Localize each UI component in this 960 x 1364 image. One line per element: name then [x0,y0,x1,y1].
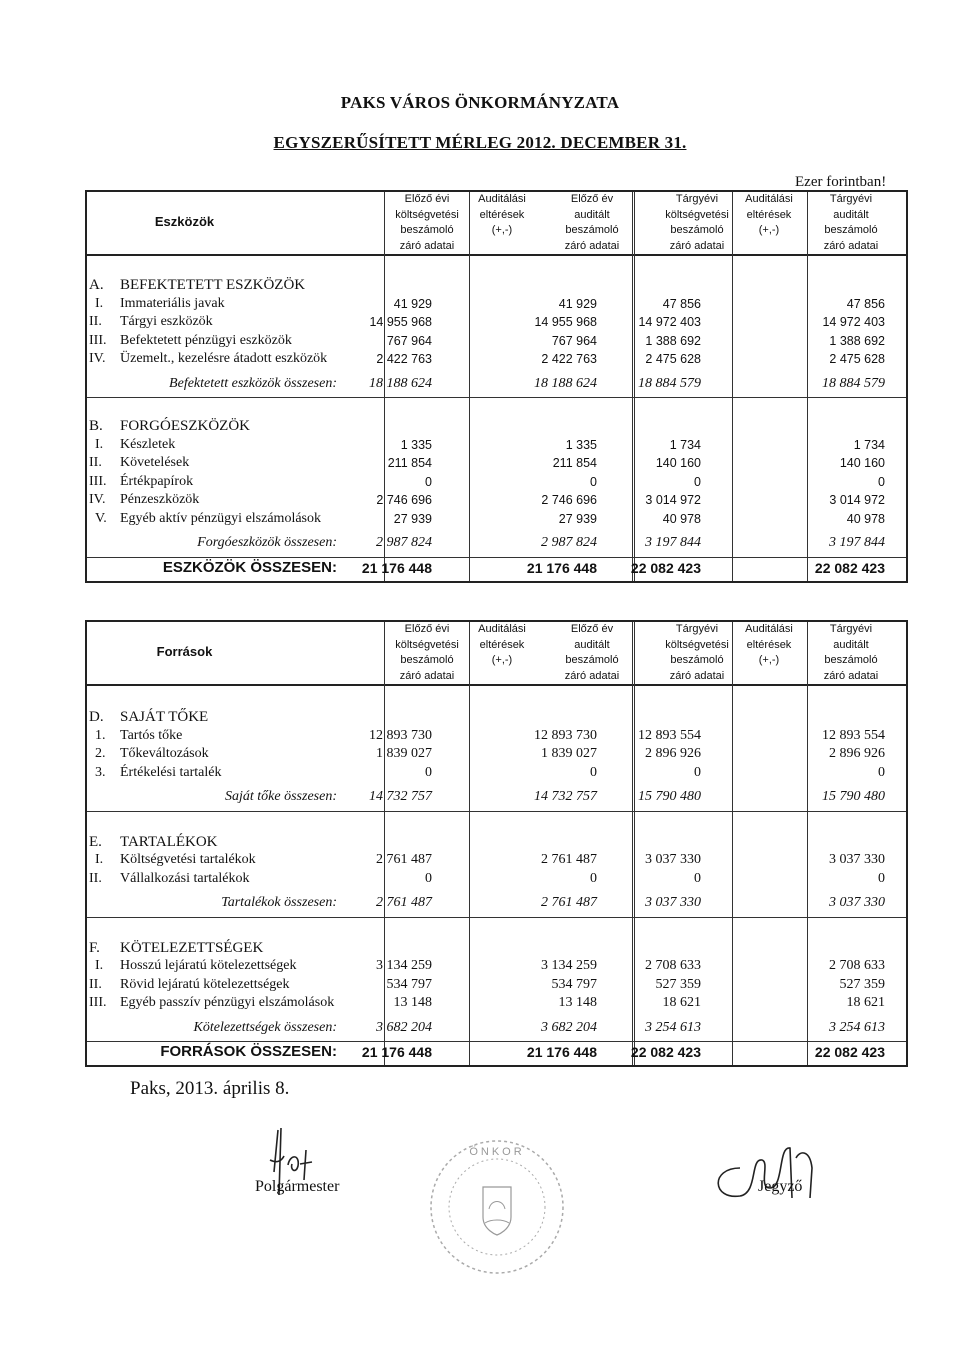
row-label: Tárgyi eszközök [120,314,213,329]
column-header-line: Előző évi [404,623,450,635]
column-header [457,192,547,254]
section-code: D. [89,709,104,725]
column-header [806,192,896,254]
column-header-line: (+,-) [758,224,780,236]
column-header-line: (+,-) [758,654,780,666]
table-row [87,870,906,888]
row-value: 0 [878,474,885,489]
subtotal-value: 2 761 487 [376,895,432,910]
row-value: 0 [425,870,432,886]
row-value: 534 797 [386,976,432,992]
total-value: 22 082 423 [630,559,701,576]
table-row [87,313,906,331]
section-heading [87,939,906,957]
row-value: 1 734 [669,437,701,452]
row-value: 40 978 [846,511,885,526]
section-divider [87,557,906,558]
section-title: SAJÁT TŐKE [120,709,209,725]
row-code: IV. [89,492,106,507]
row-label: Immateriális javak [120,295,225,311]
column-header-line: Tárgyévi [675,193,719,205]
row-value: 1 335 [400,437,432,452]
subtotal-value: 18 188 624 [369,375,432,391]
column-header-line: Auditálási [478,193,526,205]
column-header-line: Előző év [570,623,614,635]
unit-note: Ezer forintban! [795,174,887,190]
row-value: 27 939 [558,511,597,526]
column-header [806,622,896,684]
row-value: 1 388 692 [829,333,885,348]
total-label: FORRÁSOK ÖSSZESEN: [160,1043,337,1060]
row-label: Hosszú lejáratú kötelezettségek [120,958,297,973]
row-value: 3 134 259 [376,958,432,973]
row-code: I. [95,436,104,452]
section-heading [87,708,906,726]
row-label: Pénzeszközök [120,492,200,507]
row-value: 0 [694,474,701,489]
column-header-line: záró adatai [669,669,725,682]
row-code: II. [89,870,102,886]
row-value: 140 160 [839,456,885,470]
row-value: 2 708 633 [645,958,701,973]
table-row [87,851,906,869]
column-header-line: auditált [833,638,869,651]
row-value: 2 422 763 [376,352,432,366]
column-header-line: eltérések [746,208,792,221]
row-value: 14 955 968 [369,315,432,329]
column-header [724,622,814,684]
row-value: 0 [694,764,701,780]
subtotal-label: Saját tőke összesen: [225,789,337,804]
subtotal-value: 3 254 613 [645,1019,701,1035]
column-header-line: eltérések [479,638,525,651]
subtotal-label: Kötelezettségek összesen: [193,1019,337,1035]
row-value: 2 761 487 [541,852,597,867]
table-row [87,727,906,745]
column-header-line: auditált [833,208,869,221]
subtotal-value: 3 197 844 [829,535,885,550]
column-header-line: (+,-) [491,654,513,666]
column-header-line: Auditálási [745,623,793,635]
row-value: 41 929 [393,296,432,311]
column-header-line: auditált [574,638,610,651]
row-code: I. [95,295,104,311]
table-row [87,332,906,350]
row-value: 0 [590,474,597,489]
row-label: Egyéb aktív pénzügyi elszámolások [120,510,321,526]
column-header-line: záró adatai [823,669,879,682]
column-header-line: eltérések [479,208,525,221]
row-value: 527 359 [655,976,701,992]
section-code: B. [89,418,103,434]
column-header-line: Auditálási [478,623,526,635]
row-value: 1 734 [853,437,885,452]
row-value: 3 014 972 [645,493,701,507]
row-value: 47 856 [662,296,701,311]
table-header-label: Források [156,644,213,659]
column-header-line: záró adatai [823,239,879,252]
row-value: 2 896 926 [645,746,701,761]
row-value: 2 761 487 [376,852,432,867]
total-row [87,1043,906,1061]
total-value: 22 082 423 [814,559,885,576]
table-row [87,957,906,975]
document-subtitle: EGYSZERŰSÍTETT MÉRLEG 2012. DECEMBER 31. [273,133,687,152]
row-value: 2 475 628 [829,352,885,366]
section-divider [87,397,906,398]
row-label: Befektetett pénzügyi eszközök [120,332,292,348]
subtotal-value: 18 188 624 [534,375,597,391]
column-header-line: (+,-) [491,224,513,236]
stamp-seal [425,1135,570,1280]
row-label: Követelések [120,455,190,470]
column-header [547,622,637,684]
column-header-line: Auditálási [745,193,793,205]
subtotal-row [87,534,906,552]
row-value: 47 856 [846,296,885,311]
row-value: 2 746 696 [376,493,432,507]
row-label: Vállalkozási tartalékok [120,870,250,886]
subtotal-label: Forgóeszközök összesen: [197,535,337,550]
notary-label: Jegyző [758,1178,803,1195]
subtotal-value: 3 037 330 [645,895,701,910]
row-value: 0 [425,474,432,489]
table-header [87,622,906,686]
row-label: Készletek [120,436,176,452]
row-value: 13 148 [558,995,597,1010]
section-heading [87,833,906,851]
column-header-line: beszámoló [400,654,454,666]
subtotal-label: Tartalékok összesen: [221,895,337,910]
row-value: 767 964 [551,333,597,348]
column-header-line: Tárgyévi [829,623,873,635]
column-header-line: eltérések [746,638,792,651]
column-header-line: beszámoló [565,654,619,666]
place-date: Paks, 2013. április 8. [130,1078,290,1099]
row-value: 1 388 692 [645,333,701,348]
official-stamp [425,1135,570,1280]
row-code: I. [95,958,104,973]
row-code: 2. [95,746,106,761]
row-code: I. [95,852,104,867]
column-header-line: záró adatai [669,239,725,252]
row-label: Költségvetési tartalékok [120,852,256,867]
document-title: PAKS VÁROS ÖNKORMÁNYZATA [340,93,620,112]
table-row [87,976,906,994]
row-value: 13 148 [393,995,432,1010]
section-title: BEFEKTETETT ESZKÖZÖK [120,277,306,293]
subtotal-value: 2 987 824 [541,535,597,550]
subtotal-value: 18 884 579 [638,375,701,391]
row-code: IV. [89,351,106,366]
row-value: 12 893 554 [638,727,701,743]
table-row [87,436,906,454]
section-title: FORGÓESZKÖZÖK [120,418,251,434]
total-value: 22 082 423 [814,1044,885,1060]
total-value: 21 176 448 [361,1044,432,1060]
section-title: KÖTELEZETTSÉGEK [120,939,264,956]
column-header-line: Előző év [570,193,614,205]
row-value: 40 978 [662,511,701,526]
row-value: 18 621 [662,995,701,1010]
row-value: 2 896 926 [829,746,885,761]
subtotal-row [87,894,906,912]
total-value: 21 176 448 [361,559,432,576]
row-code: 1. [95,727,106,743]
column-header-line: beszámoló [400,224,454,236]
column-header-line: záró adatai [399,239,455,252]
column-header-line: auditált [574,208,610,221]
row-value: 140 160 [655,456,701,470]
subtotal-value: 14 732 757 [534,789,597,804]
table-row [87,510,906,528]
row-value: 534 797 [551,976,597,992]
column-header-line: záró adatai [564,239,620,252]
table-header [87,192,906,256]
column-header-line: beszámoló [565,224,619,236]
column-header-line: záró adatai [564,669,620,682]
section-divider [87,917,906,918]
row-value: 1 839 027 [376,746,432,761]
table-row [87,295,906,313]
column-header-line: záró adatai [399,669,455,682]
row-value: 2 475 628 [645,352,701,366]
table-row [87,764,906,782]
subtotal-row [87,788,906,806]
liabilities-table [85,620,908,1067]
table-row [87,994,906,1012]
column-header-line: költségvetési [395,638,459,651]
row-value: 3 134 259 [541,958,597,973]
row-code: II. [89,976,102,992]
subtotal-value: 14 732 757 [369,789,432,804]
row-value: 1 335 [565,437,597,452]
row-code: II. [89,455,102,470]
column-header-line: Előző évi [404,193,450,205]
table-row [87,491,906,509]
assets-table [85,190,908,583]
column-header-line: Tárgyévi [829,193,873,205]
row-value: 1 839 027 [541,746,597,761]
subtotal-value: 2 761 487 [541,895,597,910]
row-value: 3 037 330 [645,852,701,867]
column-header-line: beszámoló [670,654,724,666]
column-header [724,192,814,254]
row-value: 27 939 [393,511,432,526]
section-divider [87,1041,906,1042]
subtotal-value: 15 790 480 [638,789,701,804]
row-value: 12 893 730 [534,727,597,743]
total-value: 21 176 448 [526,559,597,576]
column-header-line: költségvetési [665,208,729,221]
row-value: 3 014 972 [829,493,885,507]
row-value: 211 854 [552,456,597,470]
subtotal-value: 3 682 204 [376,1019,432,1035]
row-label: Értékelési tartalék [120,764,222,780]
row-label: Üzemelt., kezelésre átadott eszközök [120,351,328,366]
row-value: 767 964 [386,333,432,348]
total-value: 21 176 448 [526,1044,597,1060]
row-code: 3. [95,764,106,780]
table-row [87,473,906,491]
column-header-line: beszámoló [824,224,878,236]
row-value: 12 893 554 [822,727,885,743]
total-label: ESZKÖZÖK ÖSSZESEN: [162,558,337,576]
section-heading [87,276,906,294]
row-code: III. [89,995,107,1010]
section-heading [87,417,906,435]
row-value: 12 893 730 [369,727,432,743]
row-value: 527 359 [839,976,885,992]
subtotal-value: 3 254 613 [829,1019,885,1035]
row-value: 2 708 633 [829,958,885,973]
column-header-line: beszámoló [824,654,878,666]
row-value: 0 [694,870,701,886]
table-row [87,745,906,763]
table-row [87,454,906,472]
total-value: 22 082 423 [630,1044,701,1060]
row-label: Tartós tőke [120,727,183,743]
row-value: 0 [878,764,885,780]
subtotal-row [87,1019,906,1037]
row-value: 14 972 403 [638,315,701,329]
subtotal-value: 3 037 330 [829,895,885,910]
subtotal-label: Befektetett eszközök összesen: [169,375,337,391]
section-title: TARTALÉKOK [120,833,218,850]
row-value: 211 854 [387,456,432,470]
row-code: III. [89,332,107,348]
row-code: II. [89,314,102,329]
table-header-label: Eszközök [154,214,215,229]
subtotal-value: 18 884 579 [822,375,885,391]
svg-text:ÖNKOR: ÖNKOR [469,1146,525,1158]
column-header [457,622,547,684]
column-header-line: költségvetési [395,208,459,221]
section-code: F. [89,939,100,956]
row-label: Értékpapírok [120,473,194,489]
column-header-line: Tárgyévi [675,623,719,635]
subtotal-value: 3 197 844 [645,535,701,550]
row-label: Egyéb passzív pénzügyi elszámolások [120,995,335,1010]
subtotal-value: 15 790 480 [822,789,885,804]
row-value: 3 037 330 [829,852,885,867]
subtotal-value: 3 682 204 [541,1019,597,1035]
column-header-line: beszámoló [670,224,724,236]
row-label: Tőkeváltozások [120,746,209,761]
section-code: E. [89,833,102,850]
row-value: 0 [590,764,597,780]
row-value: 2 422 763 [541,352,597,366]
section-divider [87,811,906,812]
row-value: 0 [425,764,432,780]
section-code: A. [89,277,104,293]
subtotal-row [87,375,906,393]
row-value: 18 621 [846,995,885,1010]
column-header [547,192,637,254]
row-value: 0 [590,870,597,886]
row-value: 0 [878,870,885,886]
row-value: 14 972 403 [822,315,885,329]
row-code: V. [95,510,107,526]
table-row [87,350,906,368]
column-header-line: költségvetési [665,638,729,651]
row-label: Rövid lejáratú kötelezettségek [120,976,290,992]
row-value: 14 955 968 [534,315,597,329]
row-value: 2 746 696 [541,493,597,507]
subtotal-value: 2 987 824 [376,535,432,550]
row-value: 41 929 [558,296,597,311]
total-row [87,559,906,577]
row-code: III. [89,473,107,489]
mayor-label: Polgármester [255,1178,340,1195]
